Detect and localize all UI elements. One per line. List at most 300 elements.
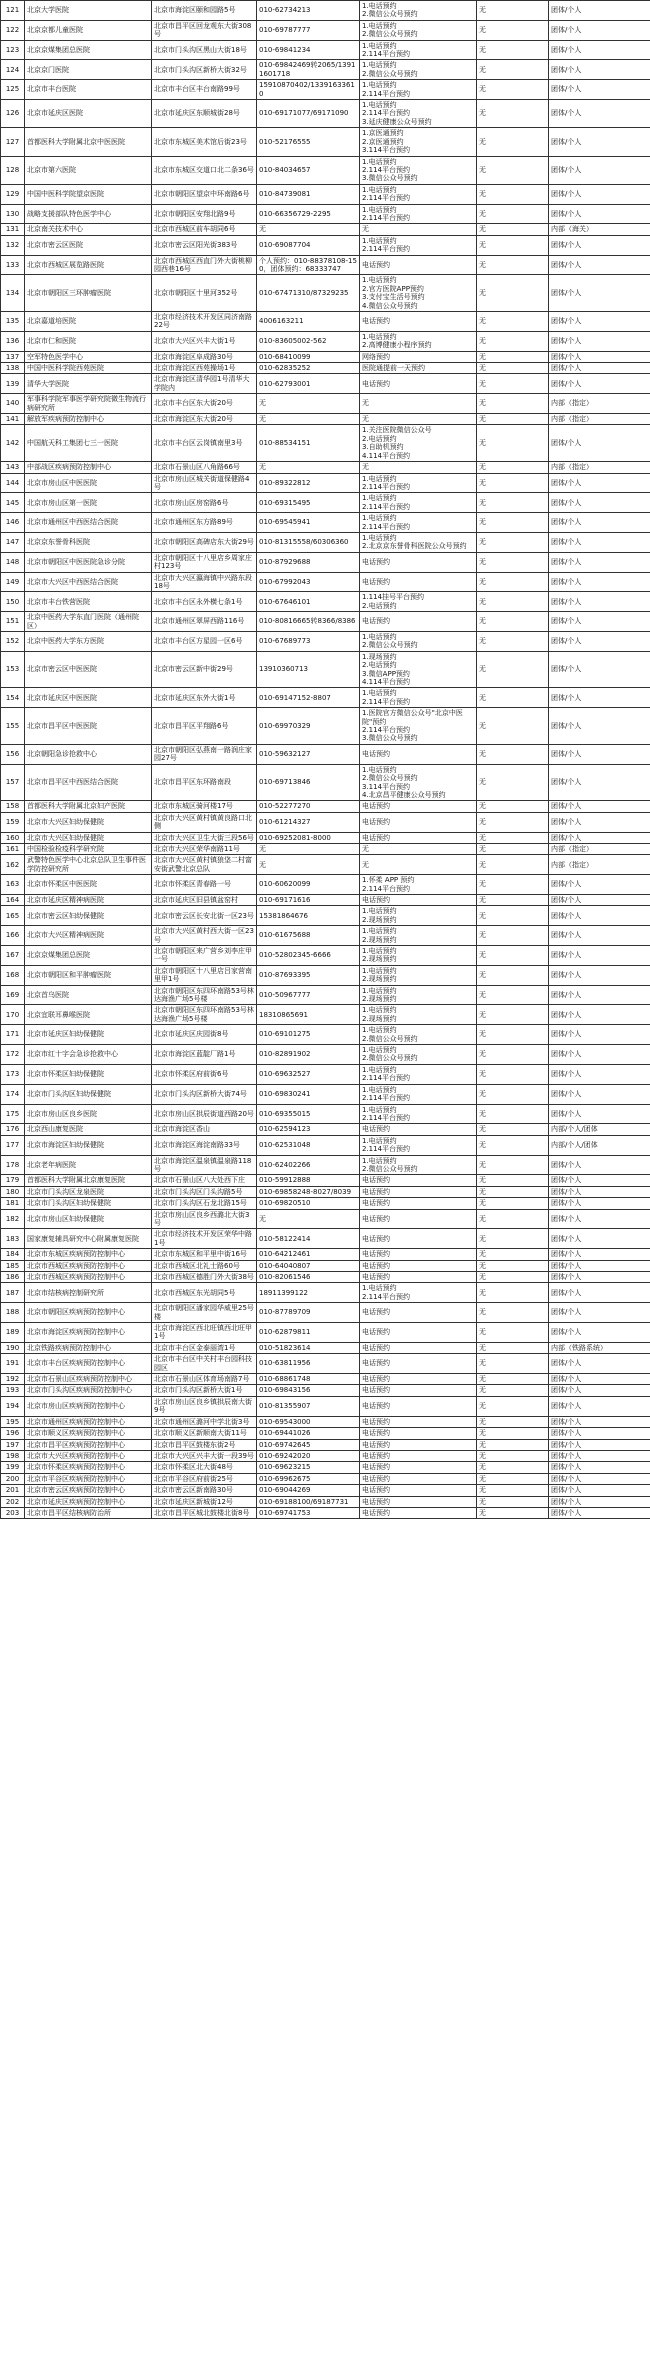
address-cell: 北京市海淀区颐和园路5号 [152, 1, 257, 21]
booking-method-cell: 1.电话预约 2.114平台预约 [360, 1084, 477, 1104]
booking-method-cell: 医院通提前一天预约 [360, 363, 477, 374]
note-cell: 无 [477, 1374, 549, 1385]
row-number-cell: 148 [1, 552, 25, 572]
booking-method-cell: 电话预约 [360, 1450, 477, 1461]
service-scope-cell: 团体/个人 [549, 1175, 650, 1186]
institution-name-cell: 北京市门头沟区疾病预防控制中心 [25, 1385, 152, 1396]
contact-phone-cell: 010-69713846 [257, 764, 360, 801]
contact-phone-cell: 010-68410099 [257, 351, 360, 362]
contact-phone-cell: 010-83605002-562 [257, 331, 360, 351]
address-cell: 北京市延庆区新城街12号 [152, 1496, 257, 1507]
note-cell: 无 [477, 552, 549, 572]
note-cell: 无 [477, 60, 549, 80]
table-row [1, 156, 650, 184]
contact-phone-cell: 010-84739081 [257, 184, 360, 204]
institution-name-cell: 北京市昌平区结核病防治所 [25, 1507, 152, 1518]
booking-method-cell: 1.电话预约 2.114平台预约 [360, 513, 477, 533]
note-cell: 无 [477, 184, 549, 204]
contact-phone-cell: 010-82891902 [257, 1045, 360, 1065]
address-cell: 北京市门头沟区新桥大街1号 [152, 1385, 257, 1396]
institution-name-cell: 北京市西城区展览路医院 [25, 255, 152, 275]
row-number-cell: 145 [1, 493, 25, 513]
note-cell: 无 [477, 1025, 549, 1045]
address-cell: 北京市西城区西直门外大街桃柳园西巷16号 [152, 255, 257, 275]
service-scope-cell: 团体/个人 [549, 1439, 650, 1450]
contact-phone-cell: 无 [257, 462, 360, 473]
institution-name-cell: 中国检验检疫科学研究院 [25, 843, 152, 854]
institution-name-cell: 国家康复辅具研究中心附属康复医院 [25, 1229, 152, 1249]
institution-name-cell: 北京西山康复医院 [25, 1124, 152, 1135]
row-number-cell: 168 [1, 965, 25, 985]
address-cell: 北京市石景山区体育场南路7号 [152, 1374, 257, 1385]
row-number-cell: 191 [1, 1354, 25, 1374]
note-cell: 无 [477, 363, 549, 374]
address-cell: 北京市朝阳区安翔北路9号 [152, 204, 257, 224]
table-row [1, 1342, 650, 1353]
booking-method-cell: 1.电话预约 2.114平台预约 [360, 1135, 477, 1155]
institution-name-cell: 北京市延庆区妇幼保健院 [25, 1025, 152, 1045]
contact-phone-cell: 010-67992043 [257, 572, 360, 592]
note-cell: 无 [477, 20, 549, 40]
row-number-cell: 122 [1, 20, 25, 40]
institution-name-cell: 北京京门医院 [25, 60, 152, 80]
booking-method-cell: 无 [360, 224, 477, 235]
table-row [1, 414, 650, 425]
address-cell: 北京市东城区和平里中街16号 [152, 1249, 257, 1260]
address-cell: 北京市朝阳区潘家园华威里25号楼 [152, 1303, 257, 1323]
institution-name-cell: 北京市大兴区疾病预防控制中心 [25, 1450, 152, 1461]
row-number-cell: 181 [1, 1198, 25, 1209]
institution-name-cell: 北京市丰台医院 [25, 80, 152, 100]
note-cell: 无 [477, 906, 549, 926]
table-row [1, 100, 650, 128]
service-scope-cell: 内部/个人/团体 [549, 1124, 650, 1135]
table-row [1, 812, 650, 832]
note-cell: 无 [477, 1186, 549, 1197]
table-row [1, 493, 650, 513]
service-scope-cell: 团体/个人 [549, 255, 650, 275]
address-cell: 北京市大兴区黄村镇狼垡二村富安街武警北京总队 [152, 855, 257, 875]
address-cell: 北京市房山区房窑路6号 [152, 493, 257, 513]
address-cell: 北京市平谷区府前街25号 [152, 1473, 257, 1484]
address-cell: 北京市朝阳区高碑店东大街29号 [152, 532, 257, 552]
booking-method-cell: 1.电话预约 2.微信公众号预约 [360, 1155, 477, 1175]
note-cell: 无 [477, 1124, 549, 1135]
booking-method-cell: 电话预约 [360, 1342, 477, 1353]
institution-name-cell: 北京市密云区疾病预防控制中心 [25, 1485, 152, 1496]
contact-phone-cell: 15910870402/13391633610 [257, 80, 360, 100]
service-scope-cell: 团体/个人 [549, 363, 650, 374]
row-number-cell: 192 [1, 1374, 25, 1385]
table-row [1, 1323, 650, 1343]
address-cell: 北京市大兴区卫生大街三段56号 [152, 832, 257, 843]
table-row [1, 1496, 650, 1507]
booking-method-cell: 1.电话预约 2.114平台预约 3.延庆健康公众号预约 [360, 100, 477, 128]
address-cell: 北京市房山区城关街道保健路4号 [152, 473, 257, 493]
address-cell: 北京市西城区德胜门外大街38号 [152, 1272, 257, 1283]
institution-name-cell: 北京市密云区中医医院 [25, 651, 152, 688]
table-row [1, 80, 650, 100]
contact-phone-cell: 010-66356729-2295 [257, 204, 360, 224]
contact-phone-cell: 010-69858248-8027/8039 [257, 1186, 360, 1197]
institution-name-cell: 北京朝阳急诊抢救中心 [25, 744, 152, 764]
booking-method-cell: 无 [360, 855, 477, 875]
address-cell: 北京市经济技术开发区同济南路22号 [152, 312, 257, 332]
institution-name-cell: 首都医科大学附属北京中医医院 [25, 128, 152, 156]
row-number-cell: 199 [1, 1462, 25, 1473]
note-cell: 无 [477, 374, 549, 394]
institution-name-cell: 军事科学院军事医学研究院微生物流行病研究所 [25, 394, 152, 414]
contact-phone-cell: 4006163211 [257, 312, 360, 332]
address-cell: 北京市海淀区西北旺镇西北旺甲1号 [152, 1323, 257, 1343]
table-row [1, 965, 650, 985]
booking-method-cell: 1.电话预约 2.114平台预约 [360, 473, 477, 493]
note-cell: 无 [477, 513, 549, 533]
row-number-cell: 150 [1, 592, 25, 612]
contact-phone-cell: 010-89322812 [257, 473, 360, 493]
table-row [1, 632, 650, 652]
address-cell: 北京市海淀区海淀南路33号 [152, 1135, 257, 1155]
booking-method-cell: 1.电话预约 2.微信公众号预约 [360, 1, 477, 21]
booking-method-cell: 电话预约 [360, 1175, 477, 1186]
table-row [1, 1416, 650, 1427]
table-row [1, 592, 650, 612]
institution-name-cell: 北京京都儿童医院 [25, 20, 152, 40]
note-cell: 无 [477, 855, 549, 875]
booking-method-cell: 电话预约 [360, 744, 477, 764]
service-scope-cell: 团体/个人 [549, 532, 650, 552]
address-cell: 北京市东城区骑河楼17号 [152, 801, 257, 812]
table-row [1, 255, 650, 275]
row-number-cell: 170 [1, 1005, 25, 1025]
contact-phone-cell: 010-60620099 [257, 875, 360, 895]
address-cell: 北京市丰台区丰台南路99号 [152, 80, 257, 100]
institution-name-cell: 北京市通州区疾病预防控制中心 [25, 1416, 152, 1427]
address-cell: 北京市东城区交道口北二条36号 [152, 156, 257, 184]
table-row [1, 1283, 650, 1303]
note-cell: 无 [477, 224, 549, 235]
contact-phone-cell: 010-69441026 [257, 1428, 360, 1439]
note-cell: 无 [477, 1, 549, 21]
booking-method-cell: 电话预约 [360, 894, 477, 905]
note-cell: 无 [477, 1135, 549, 1155]
contact-phone-cell: 010-52277270 [257, 801, 360, 812]
address-cell: 北京市通州区翠屏西路116号 [152, 612, 257, 632]
service-scope-cell: 团体/个人 [549, 374, 650, 394]
address-cell: 北京市门头沟区新桥大街74号 [152, 1084, 257, 1104]
address-cell: 北京市西城区前车胡同6号 [152, 224, 257, 235]
service-scope-cell: 团体/个人 [549, 493, 650, 513]
contact-phone-cell: 010-59912888 [257, 1175, 360, 1186]
service-scope-cell: 团体/个人 [549, 184, 650, 204]
note-cell: 无 [477, 985, 549, 1005]
note-cell: 无 [477, 632, 549, 652]
address-cell: 北京市密云区新中街29号 [152, 651, 257, 688]
institution-name-cell: 北京市门头沟区妇幼保健院 [25, 1198, 152, 1209]
service-scope-cell: 团体/个人 [549, 1462, 650, 1473]
booking-method-cell: 电话预约 [360, 1428, 477, 1439]
service-scope-cell: 内部（指定） [549, 462, 650, 473]
institution-name-cell: 北京市大兴区中西医结合医院 [25, 572, 152, 592]
table-row [1, 513, 650, 533]
booking-method-cell: 电话预约 [360, 1249, 477, 1260]
address-cell: 北京市经济技术开发区荣华中路1号 [152, 1229, 257, 1249]
address-cell: 北京市海淀区清华园1号清华大学院内 [152, 374, 257, 394]
institution-name-cell: 北京市怀柔区疾病预防控制中心 [25, 1462, 152, 1473]
booking-method-cell: 电话预约 [360, 1416, 477, 1427]
table-row [1, 708, 650, 745]
institution-name-cell: 北京市丰台铁营医院 [25, 592, 152, 612]
service-scope-cell: 团体/个人 [549, 1303, 650, 1323]
contact-phone-cell: 无 [257, 394, 360, 414]
contact-phone-cell: 010-62835252 [257, 363, 360, 374]
row-number-cell: 200 [1, 1473, 25, 1484]
address-cell: 北京市昌平区鼓楼东街2号 [152, 1439, 257, 1450]
booking-method-cell: 电话预约 [360, 1507, 477, 1518]
institution-name-cell: 中国航天科工集团七三一医院 [25, 425, 152, 462]
booking-method-cell: 1.电话预约 2.官方医院APP预约 3.支付宝生活号预约 4.微信公众号预约 [360, 275, 477, 312]
address-cell: 北京市朝阳区十八里店乡周家庄村123号 [152, 552, 257, 572]
contact-phone-cell: 010-68861748 [257, 1374, 360, 1385]
row-number-cell: 128 [1, 156, 25, 184]
service-scope-cell: 团体/个人 [549, 312, 650, 332]
contact-phone-cell: 010-69171077/69171090 [257, 100, 360, 128]
booking-method-cell: 电话预约 [360, 1303, 477, 1323]
note-cell: 无 [477, 1229, 549, 1249]
service-scope-cell: 团体/个人 [549, 1249, 650, 1260]
booking-method-cell: 1.114挂号平台预约 2.电话预约 [360, 592, 477, 612]
address-cell: 北京市丰台区东大街20号 [152, 394, 257, 414]
institution-name-cell: 北京市大兴区精神病医院 [25, 926, 152, 946]
booking-method-cell: 1.电话预约 2.微信公众号预约 [360, 1025, 477, 1045]
contact-phone-cell: 010-69962675 [257, 1473, 360, 1484]
institution-name-cell: 北京京煤集团总医院 [25, 946, 152, 966]
institution-name-cell: 北京市怀柔区中医医院 [25, 875, 152, 895]
booking-method-cell: 1.电话预约 2.现场预约 [360, 1005, 477, 1025]
booking-method-cell: 1.京医通预约 2.京医通预约 3.114平台预约 [360, 128, 477, 156]
service-scope-cell: 团体/个人 [549, 204, 650, 224]
booking-method-cell: 1.电话预约 2.114平台预约 [360, 1283, 477, 1303]
row-number-cell: 131 [1, 224, 25, 235]
table-row [1, 1303, 650, 1323]
address-cell: 北京市海淀区阜成路30号 [152, 351, 257, 362]
institution-name-cell: 北京市房山区良乡医院 [25, 1104, 152, 1124]
contact-phone-cell: 010-52802345-6666 [257, 946, 360, 966]
service-scope-cell: 团体/个人 [549, 1473, 650, 1484]
table-row [1, 1175, 650, 1186]
note-cell: 无 [477, 1104, 549, 1124]
contact-phone-cell: 010-87929688 [257, 552, 360, 572]
service-scope-cell: 团体/个人 [549, 1485, 650, 1496]
contact-phone-cell: 010-82061546 [257, 1272, 360, 1283]
service-scope-cell: 团体/个人 [549, 275, 650, 312]
booking-method-cell: 电话预约 [360, 1186, 477, 1197]
address-cell: 北京市昌平区平翔路6号 [152, 708, 257, 745]
note-cell: 无 [477, 612, 549, 632]
contact-phone-cell: 010-67471310/87329235 [257, 275, 360, 312]
service-scope-cell: 团体/个人 [549, 1323, 650, 1343]
booking-method-cell: 1.电话预约 2.114平台预约 [360, 1104, 477, 1124]
note-cell: 无 [477, 1198, 549, 1209]
row-number-cell: 129 [1, 184, 25, 204]
row-number-cell: 152 [1, 632, 25, 652]
address-cell: 北京市海淀区蓝靛厂路1号 [152, 1045, 257, 1065]
address-cell: 北京市朝阳区来广营乡刘李庄甲一号 [152, 946, 257, 966]
table-row [1, 312, 650, 332]
service-scope-cell: 内部（指定） [549, 414, 650, 425]
contact-phone-cell: 010-69742645 [257, 1439, 360, 1450]
address-cell: 北京市丰台区金泰丽湾1号 [152, 1342, 257, 1353]
note-cell: 无 [477, 1045, 549, 1065]
contact-phone-cell: 010-61214327 [257, 812, 360, 832]
table-row [1, 1428, 650, 1439]
service-scope-cell: 团体/个人 [549, 1186, 650, 1197]
address-cell: 北京市西城区东光胡同5号 [152, 1283, 257, 1303]
institution-name-cell: 北京市顺义区疾病预防控制中心 [25, 1428, 152, 1439]
note-cell: 无 [477, 100, 549, 128]
contact-phone-cell: 010-69147152-8807 [257, 688, 360, 708]
note-cell: 无 [477, 1155, 549, 1175]
institution-name-cell: 北京市结核病控制研究所 [25, 1283, 152, 1303]
contact-phone-cell: 010-69543000 [257, 1416, 360, 1427]
note-cell: 无 [477, 708, 549, 745]
row-number-cell: 177 [1, 1135, 25, 1155]
booking-method-cell: 电话预约 [360, 832, 477, 843]
contact-phone-cell: 010-64040807 [257, 1260, 360, 1271]
note-cell: 无 [477, 204, 549, 224]
service-scope-cell: 团体/个人 [549, 1198, 650, 1209]
note-cell: 无 [477, 1428, 549, 1439]
service-scope-cell: 团体/个人 [549, 156, 650, 184]
service-scope-cell: 内部（指定） [549, 855, 650, 875]
booking-method-cell: 1.电话预约 2.现场预约 [360, 946, 477, 966]
booking-method-cell: 电话预约 [360, 312, 477, 332]
service-scope-cell: 团体/个人 [549, 985, 650, 1005]
booking-method-cell: 电话预约 [360, 255, 477, 275]
service-scope-cell: 团体/个人 [549, 906, 650, 926]
contact-phone-cell: 010-51823614 [257, 1342, 360, 1353]
table-row [1, 764, 650, 801]
row-number-cell: 133 [1, 255, 25, 275]
service-scope-cell: 团体/个人 [549, 744, 650, 764]
institution-name-cell: 北京市延庆区精神病医院 [25, 894, 152, 905]
address-cell: 北京市门头沟区石龙北路15号 [152, 1198, 257, 1209]
row-number-cell: 123 [1, 40, 25, 60]
table-row [1, 875, 650, 895]
table-row [1, 1507, 650, 1518]
booking-method-cell: 1.电话预约 2.北京京东誉骨科医院公众号预约 [360, 532, 477, 552]
address-cell: 北京市昌平区回龙观东大街308号 [152, 20, 257, 40]
note-cell: 无 [477, 425, 549, 462]
institution-name-cell: 北京市朝阳区和平肿瘤医院 [25, 965, 152, 985]
table-row [1, 1260, 650, 1271]
service-scope-cell: 团体/个人 [549, 1045, 650, 1065]
row-number-cell: 155 [1, 708, 25, 745]
service-scope-cell: 团体/个人 [549, 1416, 650, 1427]
service-scope-cell: 团体/个人 [549, 513, 650, 533]
booking-method-cell: 1.电话预约 2.微信公众号预约 [360, 20, 477, 40]
row-number-cell: 197 [1, 1439, 25, 1450]
institution-name-cell: 北京南关技术中心 [25, 224, 152, 235]
note-cell: 无 [477, 1084, 549, 1104]
contact-phone-cell: 010-62594123 [257, 1124, 360, 1135]
booking-method-cell: 电话预约 [360, 572, 477, 592]
address-cell: 北京市大兴区瀛海镇中兴路东段18号 [152, 572, 257, 592]
institution-name-cell: 战略支援部队特色医学中心 [25, 204, 152, 224]
institution-name-cell: 北京市朝阳区疾病预防控制中心 [25, 1303, 152, 1323]
booking-method-cell: 电话预约 [360, 612, 477, 632]
contact-phone-cell: 010-67689773 [257, 632, 360, 652]
service-scope-cell: 团体/个人 [549, 572, 650, 592]
row-number-cell: 149 [1, 572, 25, 592]
address-cell: 北京市西城区北礼士路60号 [152, 1260, 257, 1271]
booking-method-cell: 电话预约 [360, 1439, 477, 1450]
table-row [1, 552, 650, 572]
table-row [1, 612, 650, 632]
service-scope-cell: 团体/个人 [549, 875, 650, 895]
contact-phone-cell: 010-61675688 [257, 926, 360, 946]
institution-name-cell: 北京市昌平区疾病预防控制中心 [25, 1439, 152, 1450]
note-cell: 无 [477, 1249, 549, 1260]
contact-phone-cell: 010-62734213 [257, 1, 360, 21]
booking-method-cell: 1.电话预约 2.114平台预约 [360, 184, 477, 204]
institution-name-cell: 北京市通州区中西医结合医院 [25, 513, 152, 533]
note-cell: 无 [477, 80, 549, 100]
booking-method-cell: 电话预约 [360, 1385, 477, 1396]
contact-phone-cell: 010-52176555 [257, 128, 360, 156]
service-scope-cell: 团体/个人 [549, 1229, 650, 1249]
row-number-cell: 193 [1, 1385, 25, 1396]
booking-method-cell: 1.电话预约 2.114平台预约 [360, 235, 477, 255]
note-cell: 无 [477, 1462, 549, 1473]
row-number-cell: 126 [1, 100, 25, 128]
note-cell: 无 [477, 832, 549, 843]
contact-phone-cell: 010-69830241 [257, 1084, 360, 1104]
address-cell: 北京市延庆区东外大街1号 [152, 688, 257, 708]
booking-method-cell: 1.电话预约 2.微信公众号预约 [360, 60, 477, 80]
service-scope-cell: 团体/个人 [549, 1260, 650, 1271]
note-cell: 无 [477, 1473, 549, 1484]
contact-phone-cell: 010-69787777 [257, 20, 360, 40]
service-scope-cell: 团体/个人 [549, 1374, 650, 1385]
table-row [1, 1374, 650, 1385]
contact-phone-cell: 010-69355015 [257, 1104, 360, 1124]
row-number-cell: 198 [1, 1450, 25, 1461]
row-number-cell: 132 [1, 235, 25, 255]
contact-phone-cell: 010-62402266 [257, 1155, 360, 1175]
address-cell: 北京市延庆区庆园街8号 [152, 1025, 257, 1045]
institution-name-cell: 北京市延庆区疾病预防控制中心 [25, 1496, 152, 1507]
address-cell: 北京市海淀区温泉镇温泉路118号 [152, 1155, 257, 1175]
service-scope-cell: 团体/个人 [549, 1507, 650, 1518]
institution-name-cell: 北京市第六医院 [25, 156, 152, 184]
contact-phone-cell: 010-80816665转8366/8386 [257, 612, 360, 632]
institution-name-cell: 北京嘉道培医院 [25, 312, 152, 332]
service-scope-cell: 团体/个人 [549, 801, 650, 812]
contact-phone-cell: 010-87789709 [257, 1303, 360, 1323]
row-number-cell: 178 [1, 1155, 25, 1175]
table-row [1, 40, 650, 60]
institution-name-cell: 北京市丰台区疾病预防控制中心 [25, 1354, 152, 1374]
service-scope-cell: 团体/个人 [549, 832, 650, 843]
note-cell: 无 [477, 473, 549, 493]
note-cell: 无 [477, 965, 549, 985]
row-number-cell: 127 [1, 128, 25, 156]
address-cell: 北京市石景山区八角路66号 [152, 462, 257, 473]
institution-name-cell: 北京市昌平区中医医院 [25, 708, 152, 745]
row-number-cell: 194 [1, 1396, 25, 1416]
institution-name-cell: 中国中医科学院望京医院 [25, 184, 152, 204]
